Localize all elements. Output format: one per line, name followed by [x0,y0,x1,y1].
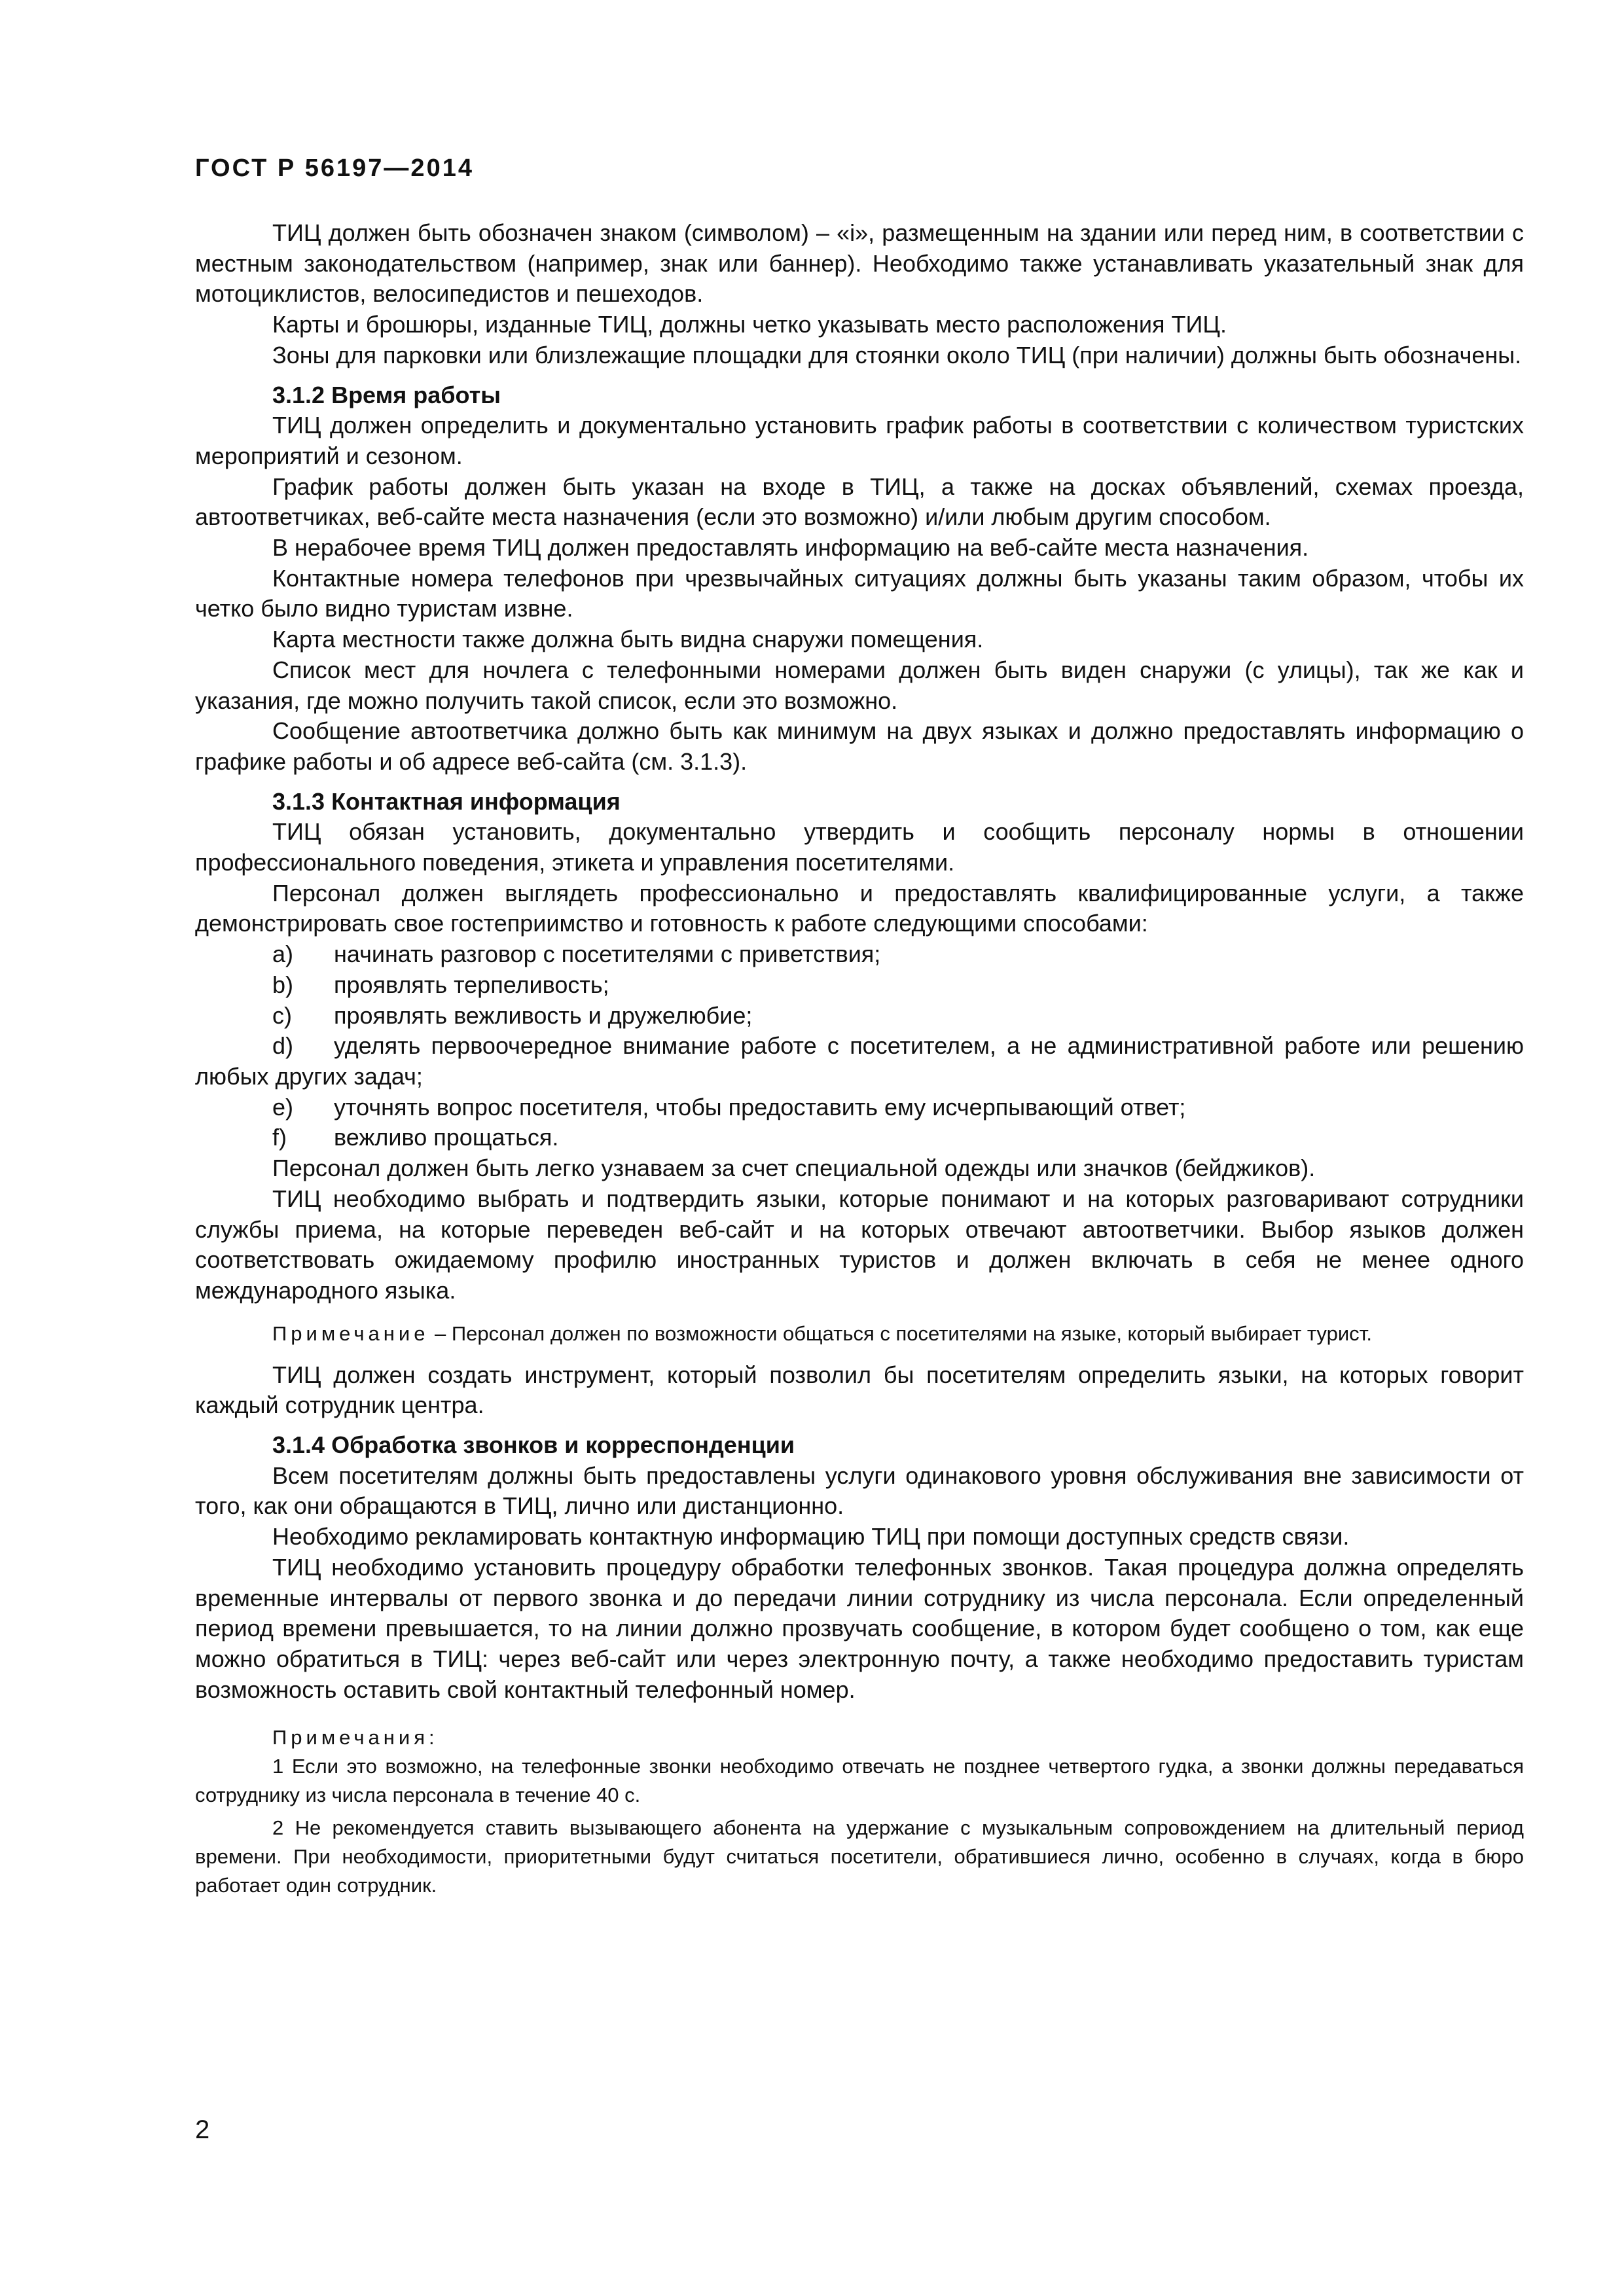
standard-header: ГОСТ Р 56197—2014 [195,154,474,182]
list-item-text: проявлять вежливость и дружелюбие; [334,1001,753,1029]
list-marker: c) [272,1001,292,1029]
paragraph: Карта местности также должна быть видна снаружи помещения. [272,626,984,653]
list-item [195,1122,1524,1153]
paragraph: Список мест для ночлега с телефонными номерами должен быть виден снаружи (с улицы), так же как и указания, где можно получить такой список, если это возможно. [195,656,1524,714]
list-marker: a) [272,941,294,968]
paragraph: Необходимо рекламировать контактную информацию ТИЦ при помощи доступных средств связи. [272,1523,1350,1551]
paragraph-maps: Карты и брошюры, изданные ТИЦ, должны четко указывать место расположения ТИЦ. [272,311,1227,338]
section-heading-3-1-3: 3.1.3 Контактная информация [272,787,621,815]
paragraph: Сообщение автоответчика должно быть как минимум на двух языках и должно предоставлять информацию о графике работы и об адресе веб-сайта (см. 3.1.3). [195,717,1524,775]
paragraph-parking: Зоны для парковки или близлежащие площадки для стоянки около ТИЦ (при наличии) должны быть обозначены. [272,341,1522,368]
note-text: – Персонал должен по возможности общаться с посетителями на языке, который выбирает турист. [429,1321,1373,1345]
paragraph: ТИЦ должен создать инструмент, который позволил бы посетителям определить языки, на которых говорит каждый сотрудник центра. [195,1361,1524,1419]
paragraph: В нерабочее время ТИЦ должен предоставлять информацию на веб-сайте места назначения. [272,534,1309,562]
page-number: 2 [195,2115,210,2144]
paragraph: ТИЦ необходимо выбрать и подтвердить языки, которые понимают и на которых разговаривают сотрудники службы приема, на которые переведен веб-сайт и на которых отвечают автоответчики. Выбор языков должен соответствовать ожидаемому профилю иностранных туристов и должен включать в себя не менее одного международного языка. [195,1185,1524,1304]
paragraph: ТИЦ необходимо установить процедуру обработки телефонных звонков. Такая процедура должна определять временные интервалы от первого звонка и до передачи линии сотруднику из числа персонала. Если определенный период времени превышается, то на линии должно прозвучать сообщение, в котором будет сообщено о том, как еще можно обратиться в ТИЦ: через веб-сайт или через электронную почту, а также необходимо предоставить туристам возможность оставить свой контактный телефонный номер. [195,1553,1524,1703]
list-item-text: проявлять терпеливость; [334,971,609,998]
list-item-text: начинать разговор с посетителями с приветствия; [334,941,881,968]
list-item-text: вежливо прощаться. [334,1124,559,1151]
document-body [195,218,1524,1904]
list-item-text: уделять первоочередное внимание работе с посетителем, а не административной работе или решению любых других задач; [195,1032,1524,1090]
note-item: 1 Если это возможно, на телефонные звонки необходимо отвечать не позднее четвертого гудка, а звонки должны передаваться сотруднику из числа персонала в течение 40 с. [195,1755,1524,1807]
paragraph: ТИЦ должен определить и документально установить график работы в соответствии с количеством туристских мероприятий и сезоном. [195,412,1524,469]
list-item [195,1001,1524,1031]
list-item-text: уточнять вопрос посетителя, чтобы предоставить ему исчерпывающий ответ; [334,1093,1186,1121]
list-item [195,970,1524,1001]
list-marker: e) [272,1093,294,1121]
section-heading-3-1-4: 3.1.4 Обработка звонков и корреспонденции [272,1431,795,1459]
paragraph: Персонал должен быть легко узнаваем за счет специальной одежды или значков (бейджиков). [272,1155,1316,1182]
list-marker: f) [272,1124,287,1151]
paragraph: Персонал должен выглядеть профессионально и предоставлять квалифицированные услуги, а также демонстрировать свое гостеприимство и готовность к работе следующими способами: [195,879,1524,937]
paragraph: Всем посетителям должны быть предоставлены услуги одинакового уровня обслуживания вне зависимости от того, как они обращаются в ТИЦ, лично или дистанционно. [195,1462,1524,1520]
list-marker: b) [272,971,294,998]
list-item [195,1092,1524,1123]
paragraph-sign: ТИЦ должен быть обозначен знаком (символом) – «i», размещенным на здании или перед ним, в соответствии с местным законодательством (например, знак или баннер). Необходимо также устанавливать указательный знак для мотоциклистов, велосипедистов и пешеходов. [195,219,1524,308]
list-marker: d) [272,1032,294,1060]
notes-title: Примечания: [272,1726,439,1749]
note [195,1319,1524,1348]
paragraph: График работы должен быть указан на входе в ТИЦ, а также на досках объявлений, схемах проезда, автоответчиках, веб-сайте места назначения (если это возможно) и/или любым другим способом. [195,473,1524,531]
document-page [195,0,1524,2296]
list-item [195,1031,1524,1092]
section-heading-3-1-2: 3.1.2 Время работы [272,381,501,408]
paragraph: ТИЦ обязан установить, документально утвердить и сообщить персоналу нормы в отношении профессионального поведения, этикета и управления посетителями. [195,818,1524,876]
note-label: Примечание [272,1321,429,1345]
list-item [195,939,1524,970]
note-item: 2 Не рекомендуется ставить вызывающего абонента на удержание с музыкальным сопровождением на длительный период времени. При необходимости, приоритетными будут считаться посетители, обратившиеся лично, особенно в случаях, когда в бюро работает один сотрудник. [195,1816,1524,1897]
paragraph: Контактные номера телефонов при чрезвычайных ситуациях должны быть указаны таким образом, чтобы их четко было видно туристам извне. [195,564,1524,622]
